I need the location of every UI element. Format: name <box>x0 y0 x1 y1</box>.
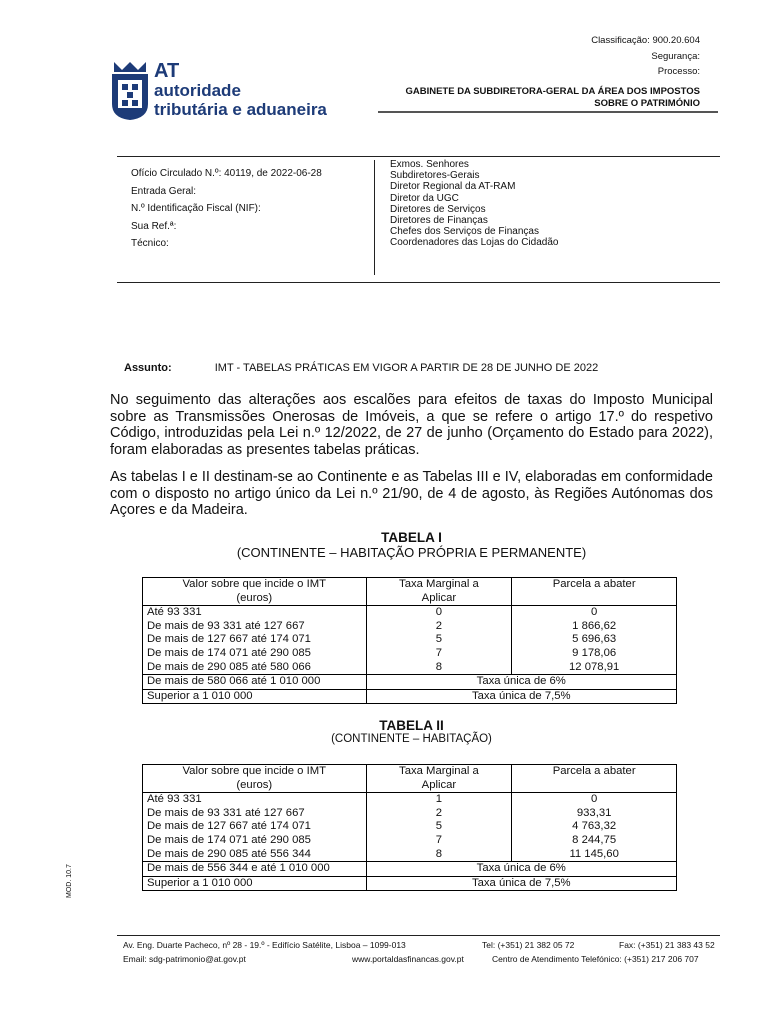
table1-title: TABELA I <box>381 530 442 545</box>
flat-rate-cell: Taxa única de 7,5% <box>366 689 676 704</box>
header-cell: Parcela a abater <box>512 765 677 793</box>
recipient-item: Exmos. Senhores <box>390 159 469 170</box>
flat-rate-cell: Taxa única de 7,5% <box>366 876 676 891</box>
department-heading <box>405 86 700 110</box>
header-cell: Valor sobre que incide o IMT (euros) <box>143 765 367 793</box>
footer-fax: Fax: (+351) 21 383 43 52 <box>619 940 715 950</box>
recipient-item: Diretor Regional da AT-RAM <box>390 181 516 193</box>
logo-at: AT <box>154 60 180 82</box>
bracket-cell: De mais de 556 344 e até 1 010 000 <box>143 862 367 877</box>
header-meta <box>591 33 700 80</box>
deduction-cell: 0 933,31 4 763,32 8 244,75 11 145,60 <box>512 793 677 862</box>
table-row <box>143 793 677 862</box>
recipient-item: Diretores de Serviços <box>390 203 486 215</box>
process-text: Processo: <box>657 66 700 77</box>
recipient-item: Chefes dos Serviços de Finanças <box>390 226 539 238</box>
table-row <box>143 876 677 891</box>
bracket-cell: De mais de 580 066 até 1 010 000 <box>143 675 367 690</box>
subject-text: IMT - TABELAS PRÁTICAS EM VIGOR A PARTIR DE 28 DE JUNHO DE 2022 <box>214 362 599 374</box>
document-references <box>131 165 322 253</box>
recipient-item: Subdiretores-Gerais <box>390 170 480 182</box>
rate-cell: 1 2 5 7 8 <box>366 793 512 862</box>
oficio-number: Ofício Circulado N.º: 40119, de 2022-06-28 <box>131 168 322 179</box>
bracket-cell: Até 93 331 De mais de 93 331 até 127 667 De mais de 127 667 até 174 071 De mais de 174 071 até 290 085 De mais de 290 085 até 580 066 <box>143 606 367 675</box>
bracket-cell: Superior a 1 010 000 <box>143 876 367 891</box>
nif-field: N.º Identificação Fiscal (NIF): <box>131 203 261 214</box>
security-text: Segurança: <box>651 50 700 62</box>
recipient-item: Coordenadores das Lojas do Cidadão <box>390 237 559 249</box>
bracket-cell: Superior a 1 010 000 <box>143 689 367 704</box>
footer-email: Email: sdg-patrimonio@at.gov.pt <box>123 954 246 964</box>
info-top-rule <box>117 156 720 157</box>
table2-subtitle: (CONTINENTE – HABITAÇÃO) <box>331 733 492 745</box>
table-row <box>143 675 677 690</box>
logo-line3: tributária e aduaneira <box>154 100 327 119</box>
bracket-cell: Até 93 331 De mais de 93 331 até 127 667 De mais de 127 667 até 174 071 De mais de 174 071 até 290 085 De mais de 290 085 até 556 344 <box>143 793 367 862</box>
footer-call-center: Centro de Atendimento Telefónico: (+351) 217 206 707 <box>492 954 699 964</box>
classification-text: Classificação: 900.20.604 <box>591 35 700 46</box>
at-logo <box>110 60 360 124</box>
table1 <box>142 577 677 704</box>
header-cell: Parcela a abater <box>512 578 677 606</box>
subject-label: Assunto: <box>124 362 172 374</box>
tecnico-field: Técnico: <box>131 238 169 249</box>
deduction-cell: 0 1 866,62 5 696,63 9 178,06 12 078,91 <box>512 606 677 675</box>
form-code: MOD. 10.7 <box>66 864 73 898</box>
subject-line <box>124 362 598 374</box>
footer-website: www.portaldasfinancas.gov.pt <box>352 954 464 964</box>
footer-address: Av. Eng. Duarte Pacheco, nº 28 - 19.º - Edifício Satélite, Lisboa – 1099-013 <box>123 940 406 950</box>
table2 <box>142 764 677 891</box>
table-row <box>143 606 677 675</box>
table-header-row <box>143 578 677 606</box>
info-bottom-rule <box>117 282 720 283</box>
table2-heading <box>110 718 713 745</box>
footer-tel: Tel: (+351) 21 382 05 72 <box>482 940 575 950</box>
table2-title: TABELA II <box>379 718 444 733</box>
body-paragraph-1: No seguimento das alterações aos escalões para efeitos de taxas do Imposto Municipal sobre as Transmissões Onerosas de Imóveis, a que se refere o artigo 17.º do respetivo Código, introduzidas pela Lei n.º 12/2022, de 27 de junho (Orçamento do Estado para 2022), foram elaboradas as presentes tabelas práticas. <box>110 392 713 459</box>
table-row <box>143 689 677 704</box>
body-paragraph-2: As tabelas I e II destinam-se ao Continente e as Tabelas III e IV, elaboradas em conformidade com o disposto no artigo único da Lei n.º 21/90, de 4 de agosto, às Regiões Autónomas dos Açores e da Madeira. <box>110 469 713 519</box>
table-row <box>143 862 677 877</box>
header-divider <box>378 111 718 113</box>
footer-rule <box>117 935 720 936</box>
table-header-row <box>143 765 677 793</box>
table1-subtitle: (CONTINENTE – HABITAÇÃO PRÓPRIA E PERMANENTE) <box>236 545 587 560</box>
header-cell: Valor sobre que incide o IMT (euros) <box>143 578 367 606</box>
recipient-item: Diretor da UGC <box>390 192 459 204</box>
recipient-item: Diretores de Finanças <box>390 215 488 227</box>
header-cell: Taxa Marginal a Aplicar <box>366 578 512 606</box>
header-cell: Taxa Marginal a Aplicar <box>366 765 512 793</box>
shield-icon <box>110 60 152 122</box>
sua-ref-field: Sua Ref.ª: <box>131 220 177 232</box>
recipients-list <box>390 159 558 249</box>
table1-heading <box>110 530 713 560</box>
flat-rate-cell: Taxa única de 6% <box>366 862 676 877</box>
flat-rate-cell: Taxa única de 6% <box>366 675 676 690</box>
info-vertical-rule <box>374 160 375 275</box>
department-line2: SOBRE O PATRIMÓNIO <box>594 98 700 109</box>
entrada-geral: Entrada Geral: <box>131 185 197 197</box>
rate-cell: 0 2 5 7 8 <box>366 606 512 675</box>
department-line1: GABINETE DA SUBDIRETORA-GERAL DA ÁREA DOS IMPOSTOS <box>405 86 700 97</box>
logo-line2: autoridade <box>154 81 241 100</box>
